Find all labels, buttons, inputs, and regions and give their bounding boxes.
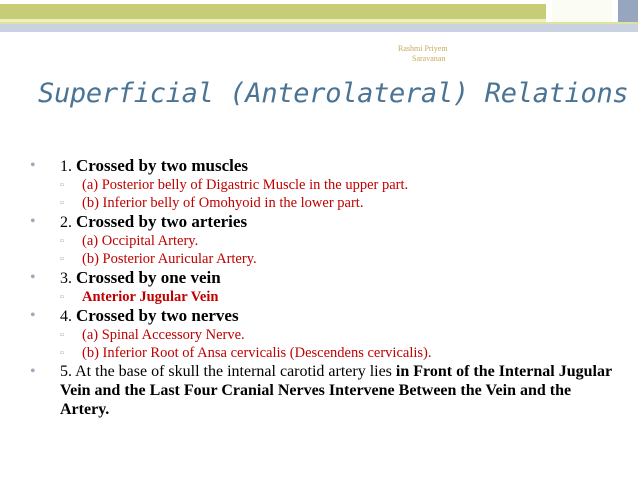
slide-title: Superficial (Anterolateral) Relations	[38, 78, 629, 109]
list-item	[30, 268, 620, 288]
item-heading: Crossed by one vein	[76, 268, 221, 287]
header-block-blue	[618, 0, 638, 22]
list-item	[30, 362, 620, 419]
sub-bullet-icon: ▫	[60, 235, 64, 247]
sub-item	[30, 344, 620, 362]
sub-bullet-icon: ▫	[60, 197, 64, 209]
sub-item	[30, 232, 620, 250]
item-number: 2.	[60, 214, 72, 231]
author-credit	[398, 44, 468, 64]
sub-item	[30, 194, 620, 212]
sub-item	[30, 176, 620, 194]
sub-bullet-icon: ▫	[60, 179, 64, 191]
bullet-icon: •	[30, 363, 36, 380]
sub-bullet-icon: ▫	[60, 253, 64, 265]
sub-item-text: (b) Inferior belly of Omohyoid in the lower part.	[82, 195, 364, 211]
item-number: 4.	[60, 308, 72, 325]
sub-bullet-icon: ▫	[60, 291, 64, 303]
item-heading: Crossed by two nerves	[76, 306, 239, 325]
author-credit-line1: Rashmi Priyem	[398, 44, 448, 53]
sub-item	[30, 326, 620, 344]
header-band-blue	[0, 24, 638, 32]
header-band-olive	[0, 4, 546, 19]
list-item	[30, 212, 620, 232]
item-number: 5.	[60, 363, 72, 380]
sub-item-text: Anterior Jugular Vein	[82, 289, 219, 305]
list-item	[30, 306, 620, 326]
sub-item-text: (a) Posterior belly of Digastric Muscle in the upper part.	[82, 177, 409, 193]
sub-item	[30, 250, 620, 268]
author-credit-line2: Saravanan	[412, 54, 446, 63]
sub-item	[30, 288, 620, 306]
item-text: At the base of skull the internal carotid artery lies	[75, 363, 392, 380]
sub-item-text: (b) Inferior Root of Ansa cervicalis (Descendens cervicalis).	[82, 345, 432, 361]
item-emphasis: in Front of the Internal Jugular Vein and the Last Four Cranial Nerves Intervene Between the Vein and the Artery.	[60, 363, 612, 418]
sub-item-text: (a) Occipital Artery.	[82, 233, 199, 249]
item-number: 3.	[60, 270, 72, 287]
slide-content	[30, 156, 620, 419]
header-separator	[612, 0, 618, 24]
bullet-icon: •	[30, 213, 36, 230]
item-heading: Crossed by two arteries	[76, 212, 248, 231]
sub-item-text: (b) Posterior Auricular Artery.	[82, 251, 257, 267]
sub-item-text: (a) Spinal Accessory Nerve.	[82, 327, 245, 343]
sub-bullet-icon: ▫	[60, 329, 64, 341]
bullet-icon: •	[30, 269, 36, 286]
item-heading: Crossed by two muscles	[76, 156, 249, 175]
header-block-light	[552, 0, 612, 24]
list-item	[30, 156, 620, 176]
item-number: 1.	[60, 158, 72, 175]
header-separator	[546, 0, 552, 24]
bullet-icon: •	[30, 157, 36, 174]
bullet-icon: •	[30, 307, 36, 324]
sub-bullet-icon: ▫	[60, 347, 64, 359]
